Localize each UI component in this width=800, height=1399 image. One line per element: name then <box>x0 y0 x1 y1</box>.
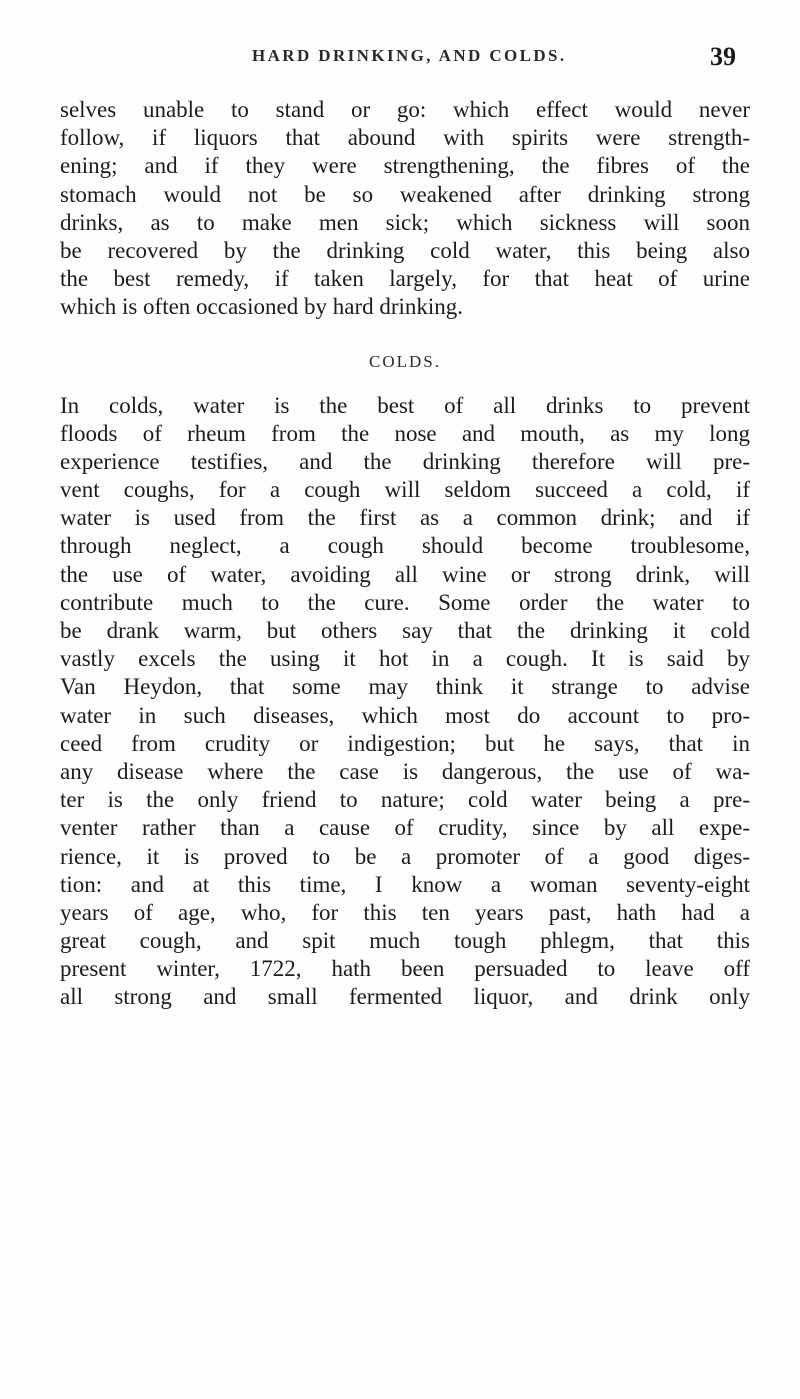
text-line: experience testifies, and the drinking therefore will pre- <box>60 448 750 474</box>
running-head <box>0 42 800 72</box>
text-line: the best remedy, if taken largely, for that heat of urine <box>60 266 750 292</box>
text-line: any disease where the case is dangerous, the use of wa- <box>60 758 750 784</box>
text-line: ter is the only friend to nature; cold water being a pre- <box>60 787 750 813</box>
text-line: water in such diseases, which most do account to pro- <box>60 702 750 728</box>
text-line: water is used from the first as a common drink; and if <box>60 505 750 531</box>
text-line: years of age, who, for this ten years past, hath had a <box>60 899 750 925</box>
text-line: stomach would not be so weakened after drinking strong <box>60 181 750 207</box>
paragraph-1 <box>60 96 750 322</box>
text-line: ening; and if they were strengthening, the fibres of the <box>60 153 750 179</box>
text-line: all strong and small fermented liquor, and drink only <box>60 984 750 1010</box>
text-line: tion: and at this time, I know a woman seventy-eight <box>60 871 750 897</box>
body-text <box>60 96 750 1012</box>
text-line: the use of water, avoiding all wine or strong drink, will <box>60 561 750 587</box>
text-line: selves unable to stand or go: which effect would never <box>60 97 750 122</box>
text-line: present winter, 1722, hath been persuaded to leave off <box>60 956 750 982</box>
running-title: HARD DRINKING, AND COLDS. <box>252 46 567 65</box>
text-line: be drank warm, but others say that the drinking it cold <box>60 618 750 643</box>
text-line: great cough, and spit much tough phlegm, that this <box>60 928 750 954</box>
text-line: Van Heydon, that some may think it strange to advise <box>60 674 750 700</box>
text-line: venter rather than a cause of crudity, since by all expe- <box>60 815 750 841</box>
text-line: floods of rheum from the nose and mouth, as my long <box>60 420 750 446</box>
text-line: rience, it is proved to be a promoter of a good diges- <box>60 843 750 869</box>
page-number: 39 <box>710 42 736 71</box>
text-line: follow, if liquors that abound with spirits were strength- <box>60 125 750 151</box>
text-line: In colds, water is the best of all drinks to prevent <box>60 392 750 418</box>
text-line: vastly excels the using it hot in a cough. It is said by <box>60 646 750 672</box>
text-line: vent coughs, for a cough will seldom succeed a cold, if <box>60 477 750 503</box>
paragraph-2 <box>60 392 750 1012</box>
text-line: be recovered by the drinking cold water, this being also <box>60 237 750 263</box>
text-line: drinks, as to make men sick; which sickness will soon <box>60 209 750 235</box>
text-line: which is often occasioned by hard drinking. <box>60 294 464 320</box>
text-line: through neglect, a cough should become troublesome, <box>60 533 750 559</box>
text-line: contribute much to the cure. Some order the water to <box>60 589 750 615</box>
section-heading: COLDS. <box>369 351 441 371</box>
text-line: ceed from crudity or indigestion; but he says, that in <box>60 730 750 756</box>
